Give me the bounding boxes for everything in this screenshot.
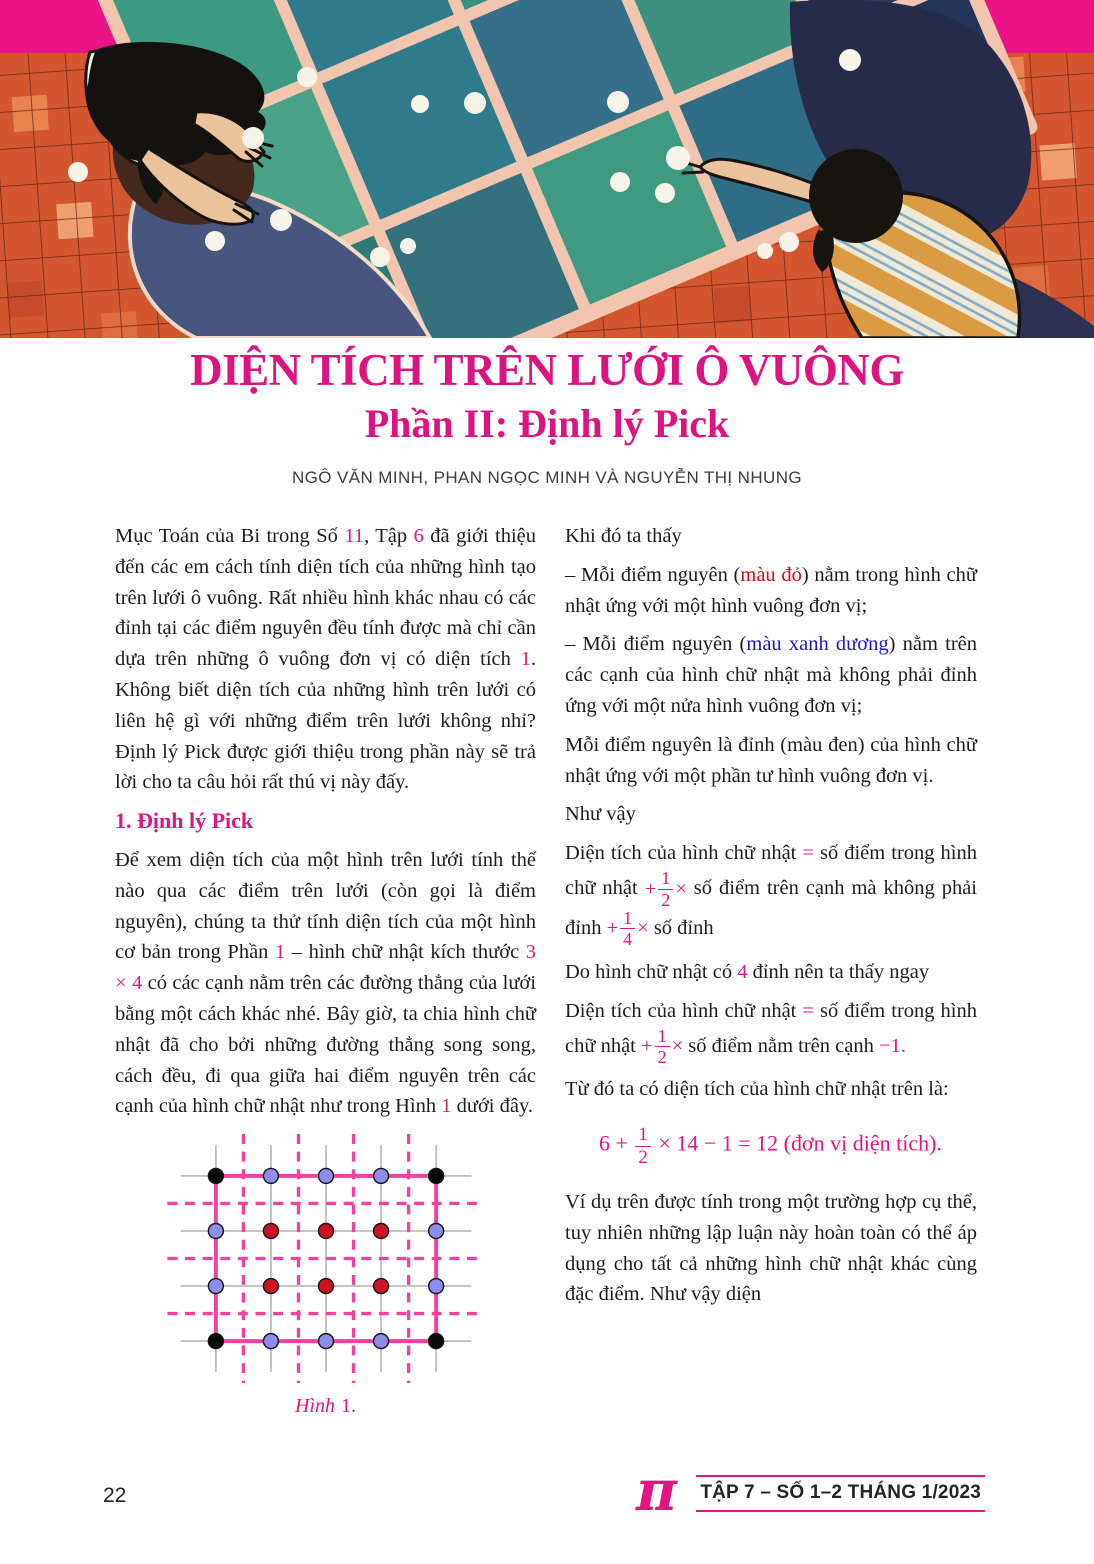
formula-text: số điểm trong hình chữ nhật <box>565 999 977 1057</box>
text-segment: màu đỏ <box>740 563 802 586</box>
right-column <box>565 521 977 1422</box>
pick-grid-figure <box>163 1134 489 1383</box>
issue-info: TẬP 7 – SỐ 1–2 THÁNG 1/2023 <box>696 1475 985 1512</box>
figure-caption-number: 1. <box>341 1395 356 1418</box>
text-segment: ) nằm trong hình chữ nhật ứng với một hình vuông đơn vị; <box>565 563 977 617</box>
edge-lattice-dot <box>318 1334 333 1349</box>
text-segment: ) nằm trên các cạnh của hình chữ nhật mà không phải đỉnh ứng với một nửa hình vuông đơn vị; <box>565 633 977 717</box>
text-segment: 6 <box>413 525 424 547</box>
paragraph-setup <box>115 845 536 1122</box>
fraction-one-quarter <box>620 909 635 949</box>
area-equation <box>599 1125 977 1167</box>
text-segment: – Mỗi điểm nguyên ( <box>565 563 741 586</box>
quarter-term <box>606 908 649 950</box>
edge-lattice-dot <box>428 1279 443 1294</box>
edge-lattice-dot <box>208 1279 223 1294</box>
text-segment: – Mỗi điểm nguyên ( <box>565 633 747 656</box>
text-segment: . Không biết diện tích của những hình trên lưới có liên hệ gì với những điểm trên lưới không nhỉ? Định lý Pick được giới thiệu trong phần này sẽ trả lời cho ta câu hỏi rất thú vị này đấy. <box>115 648 536 794</box>
paragraph-black-points <box>565 730 977 792</box>
half-term <box>644 868 687 910</box>
paragraph-four-vertices <box>565 957 977 988</box>
bullet-blue-points <box>565 629 977 721</box>
interior-lattice-dot <box>318 1279 333 1294</box>
text-segment: có các cạnh nằm trên các đường thẳng của lưới bằng một cách khác nhé. Bây giờ, ta chia hình chữ nhật đã cho bởi những đường thẳng song song, cách đều, đi qua giữa hai điểm nguyên trên các cạnh của hình chữ nhật như trong Hình <box>115 972 537 1118</box>
plus-sign: + <box>644 877 657 900</box>
text-segment: 1 <box>274 941 286 964</box>
text-segment: màu xanh dương <box>746 633 889 656</box>
hero-illustration <box>0 0 1094 338</box>
article-body <box>115 521 977 1422</box>
formula-text: số đỉnh <box>648 917 714 940</box>
text-segment: 4 <box>737 960 748 983</box>
text-segment: dưới đây. <box>451 1095 534 1118</box>
half-term <box>641 1025 684 1068</box>
fraction-numerator: 1 <box>620 909 635 929</box>
paragraph-from-that: Từ đó ta có diện tích của hình chữ nhật trên là: <box>565 1078 949 1101</box>
edge-lattice-dot <box>318 1169 333 1184</box>
formula-area-full <box>565 838 977 949</box>
section-heading-pick-theorem: 1. Định lý Pick <box>115 808 254 834</box>
times-sign: × <box>671 1034 684 1057</box>
corner-lattice-dot <box>428 1169 443 1184</box>
fraction-denominator: 2 <box>638 1146 648 1168</box>
text-segment: 3 × 4 <box>115 941 537 995</box>
equals-sign: = <box>802 999 814 1022</box>
article-authors: NGÔ VĂN MINH, PHAN NGỌC MINH VÀ NGUYỄN THỊ NHUNG <box>291 467 803 487</box>
text-segment: , Tập <box>364 525 414 547</box>
edge-lattice-dot <box>428 1224 443 1239</box>
figure-caption-label: Hình <box>295 1395 335 1418</box>
article-title: DIỆN TÍCH TRÊN LƯỚI Ô VUÔNG <box>190 345 904 395</box>
hero-art <box>0 0 1094 338</box>
fraction-numerator: 1 <box>635 1125 651 1146</box>
footer-issue-block <box>632 1462 985 1524</box>
text-segment: đỉnh nên ta thấy ngay <box>747 960 930 983</box>
page-number: 22 <box>103 1484 127 1507</box>
fraction-one-half <box>635 1125 651 1167</box>
interior-lattice-dot <box>263 1279 278 1294</box>
corner-lattice-dot <box>208 1334 223 1349</box>
text-segment: Mục Toán của Bi trong Số <box>115 525 345 547</box>
equation-rest: × 14 − 1 = 12 (đơn vị diện tích). <box>658 1130 942 1156</box>
fraction-numerator: 1 <box>658 869 673 889</box>
minus-one-term: −1. <box>878 1034 906 1057</box>
edge-lattice-dot <box>263 1169 278 1184</box>
interior-lattice-dot <box>263 1224 278 1239</box>
equals-sign: = <box>802 842 814 865</box>
formula-area-simplified <box>565 996 977 1067</box>
fraction-denominator: 4 <box>623 929 633 950</box>
text-segment: Do hình chữ nhật có <box>565 960 738 983</box>
plus-sign: + <box>641 1034 653 1057</box>
left-column <box>115 521 536 1422</box>
interior-lattice-dot <box>373 1224 388 1239</box>
text-segment: 1 <box>441 1095 452 1118</box>
bullet-red-points <box>565 560 977 622</box>
pi-glyph: π <box>636 1462 678 1524</box>
article-subtitle: Phần II: Định lý Pick <box>364 400 730 446</box>
boy-hair <box>809 149 903 243</box>
text-segment: đã giới thiệu đến các em cách tính diện tích của những hình tạo trên lưới ô vuông. Rất nhiều hình khác nhau có các đỉnh tại các điểm nguyên đều tính được mà chỉ cần dựa trên những ô vuông đơn vị có diện tích <box>115 525 536 671</box>
paragraph-example-note: Ví dụ trên được tính trong một trường hợp cụ thể, tuy nhiên những lập luận này hoàn toàn có thể áp dụng cho tất cả những hình chữ nhật khác cùng đặc điểm. Như vậy diện <box>565 1190 977 1306</box>
formula-text: Diện tích của hình chữ nhật <box>565 842 803 865</box>
text-segment: – hình chữ nhật kích thước <box>285 941 526 964</box>
interior-lattice-dot <box>318 1224 333 1239</box>
text-segment: Mỗi điểm nguyên là đỉnh (màu đen) của hình chữ nhật ứng với một phần tư hình vuông đơn vị. <box>565 733 977 787</box>
fraction-denominator: 2 <box>661 889 671 910</box>
text-segment: 11 <box>344 525 365 547</box>
paragraph-thus: Như vậy <box>565 803 636 826</box>
times-sign: × <box>675 877 687 900</box>
text-segment: Để xem diện tích của một hình trên lưới tính thế nào qua các điểm trên lưới (còn gọi là điểm nguyên), chúng ta thử tính diện tích của một hình cơ bản trong Phần <box>115 848 536 964</box>
plus-sign: + <box>606 917 619 940</box>
fraction-one-half <box>655 1027 670 1067</box>
pi-logo-icon <box>632 1462 684 1524</box>
formula-text: Diện tích của hình chữ nhật <box>565 999 803 1022</box>
corner-lattice-dot <box>428 1334 443 1349</box>
formula-text: số điểm trên cạnh mà không phải đỉnh <box>565 877 977 940</box>
paragraph-intro <box>115 521 536 798</box>
formula-text: số điểm nằm trên cạnh <box>683 1034 879 1057</box>
text-segment: 1 <box>520 648 531 671</box>
fraction-denominator: 2 <box>657 1047 667 1068</box>
article-header <box>0 346 1094 488</box>
edge-lattice-dot <box>208 1224 223 1239</box>
figure-1 <box>115 1134 536 1422</box>
fraction-one-half <box>658 869 673 909</box>
figure-caption <box>115 1391 536 1422</box>
edge-lattice-dot <box>373 1169 388 1184</box>
equation-lead: 6 + <box>599 1130 628 1156</box>
edge-lattice-dot <box>263 1334 278 1349</box>
interior-lattice-dot <box>373 1279 388 1294</box>
paragraph-when-we-see: Khi đó ta thấy <box>565 525 682 547</box>
corner-lattice-dot <box>208 1169 223 1184</box>
fraction-numerator: 1 <box>655 1027 670 1047</box>
edge-lattice-dot <box>373 1334 388 1349</box>
times-sign: × <box>637 917 649 940</box>
formula-text: số điểm trong hình chữ nhật <box>565 842 977 900</box>
